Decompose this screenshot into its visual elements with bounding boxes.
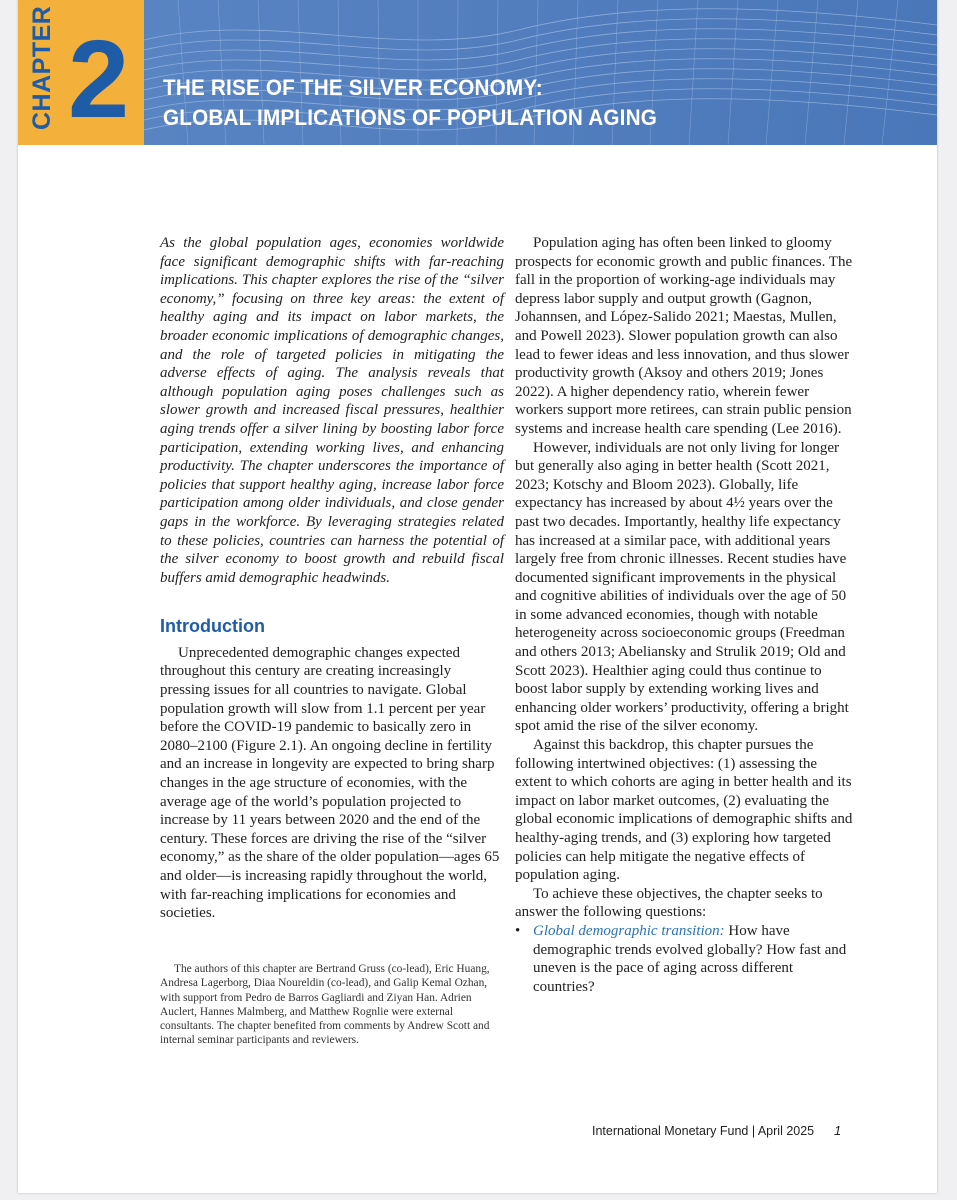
body-paragraph-3: Against this backdrop, this chapter pursues the following intertwined objectives: (1) assessing the extent to which cohorts are aging in better health and its impact on labor market outcomes, (2) evaluating the global economic implications of demographic shifts and healthy-aging trends, and (3) exploring how targeted policies can help mitigate the negative effects of population aging. [515, 737, 853, 884]
body-paragraph-4: To achieve these objectives, the chapter seeks to answer the following questions: [515, 885, 823, 921]
chapter-title-line-1: THE RISE OF THE SILVER ECONOMY: [163, 75, 543, 100]
introduction-heading: Introduction [160, 616, 265, 637]
chapter-label: CHAPTER [28, 5, 56, 130]
bullet-text: How have demographic trends evolved globally? How fast and uneven is the pace of aging across different countries? [533, 922, 847, 995]
right-column [515, 234, 855, 996]
chapter-number: 2 [68, 18, 130, 141]
chapter-number-box [18, 0, 144, 145]
chapter-abstract: As the global population ages, economies worldwide face significant demographic shifts with far-reaching implications. This chapter explores the rise of the “silver economy,” focusing on three key areas: the extent of healthy aging and its impact on labor markets, the broader economic implications of demographic changes, and the role of targeted policies in mitigating the adverse effects of aging. The analysis reveals that although population aging poses challenges such as slower growth and increased fiscal pressures, healthier aging trends offer a silver lining by boosting labor force participation, extending working lives, and enhancing productivity. The chapter underscores the importance of policies that support healthy aging, increase labor force participation among older individuals, and close gender gaps in the workforce. By leveraging strategies related to these policies, countries can harness the potential of the silver economy to boost growth and rebuild fiscal buffers amid demographic headwinds. [160, 235, 504, 586]
document-page [18, 0, 937, 1193]
chapter-banner [18, 0, 937, 145]
author-footnote: The authors of this chapter are Bertrand Gruss (co-lead), Eric Huang, Andresa Lagerborg, Diaa Noureldin (co-lead), and Galip Kemal Ozhan, with support from Pedro de Barros Gagliardi and Ziyan Han. Adrien Auclert, Hannes Malmberg, and Matthew Rognlie were external consultants. The chapter benefited from comments by Andrew Scott and internal seminar participants and reviewers. [160, 963, 490, 1047]
bullet-link-term[interactable]: Global demographic transition: [533, 922, 725, 939]
body-paragraph-2: However, individuals are not only living for longer but generally also aging in better health (Scott 2021, 2023; Kotschy and Bloom 2023). Globally, life expectancy has increased by about 4½ years over the past two decades. Importantly, healthy life expectancy has increased at a similar pace, with additional years largely free from chronic illnesses. Recent studies have documented significant improvements in the physical and cognitive abilities of individuals over the age of 50 in some advanced economies, though with notable heterogeneity across socioeconomic groups (Freedman and others 2013; Abeliansky and Strulik 2019; Old and Scott 2023). Healthier aging could thus continue to boost labor supply by extending working lives and enhancing older workers’ productivity, offering a bright spot amid the rise of the silver economy. [515, 439, 849, 735]
chapter-title-line-2: GLOBAL IMPLICATIONS OF POPULATION AGING [163, 105, 658, 130]
bullet-icon: • [515, 922, 521, 939]
page-footer: International Monetary Fund | April 2025 [592, 1124, 815, 1138]
left-column [160, 234, 504, 923]
body-paragraph-1: Population aging has often been linked to gloomy prospects for economic growth and public finances. The fall in the proportion of working-age individuals may depress labor supply and output growth (Gagnon, Johannsen, and López-Salido 2021; Maestas, Mullen, and Powell 2023). Slower population growth can also lead to fewer ideas and less innovation, and thus slower productivity growth (Aksoy and others 2019; Jones 2022). A higher dependency ratio, wherein fewer workers support more retirees, can strain public pension systems and increase health care spending (Lee 2016). [515, 235, 853, 437]
page-number: 1 [834, 1123, 842, 1138]
question-bullet [515, 922, 855, 996]
chapter-title [163, 73, 923, 133]
introduction-paragraph: Unprecedented demographic changes expected throughout this century are creating increasingly pressing issues for all countries to navigate. Global population growth will slow from 1.1 percent per year before the COVID-19 pandemic to basically zero in 2080–2100 (Figure 2.1). An ongoing decline in fertility and an increase in longevity are expected to bring sharp changes in the age structure of economies, with the average age of the world’s population projected to increase by 11 years between 2020 and the end of the century. These forces are driving the rise of the “silver economy,” as the share of the older population—ages 65 and older—is increasing rapidly throughout the world, with far-reaching implications for economies and societies. [160, 644, 500, 922]
